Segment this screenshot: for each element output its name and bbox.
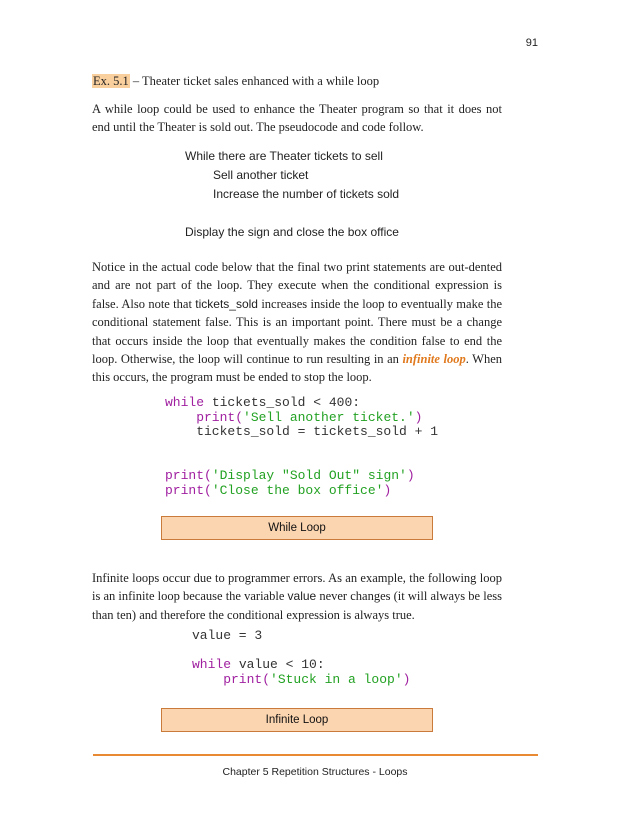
paragraph-text: Notice in the actual code below that the final two print statements are out-dented and are not part of the loop. They execute when the conditional expression is false. Also note that: [92, 260, 502, 311]
example-title: – Theater ticket sales enhanced with a while loop: [129, 74, 380, 88]
code-string: 'Display "Sold Out" sign': [211, 467, 407, 483]
code-string: 'Close the box office': [211, 482, 384, 498]
code-text: value < 10:: [231, 657, 325, 673]
infinite-loop-caption: Infinite Loop: [161, 708, 433, 732]
while-loop-caption: While Loop: [161, 516, 433, 540]
example-label: Ex. 5.1: [93, 74, 129, 88]
infinite-loop-term: infinite loop: [402, 352, 466, 367]
footer-divider: [93, 754, 538, 756]
code-keyword: while: [192, 657, 232, 673]
paragraph-text: increases inside the loop to eventually make the conditional statement false. This is an important point. There must be a change that occurs inside the loop that eventually makes the condition false to end the loop. Otherwise, the loop will continue to run resulting in an: [92, 296, 502, 367]
infinite-paragraph: [92, 569, 502, 624]
code-function: ): [402, 671, 411, 687]
footer-chapter-title: Chapter 5 Repetition Structures - Loops: [222, 766, 408, 778]
pseudocode-line: While there are Theater tickets to sell: [185, 149, 383, 163]
paragraph-text: . When this occurs, the program must be ended to stop the loop.: [92, 352, 503, 385]
code-function: print(: [192, 671, 271, 687]
code-function: print(: [165, 467, 212, 483]
code-function: ): [406, 467, 415, 483]
notice-paragraph: [92, 258, 502, 387]
inline-code-term: value: [287, 589, 317, 604]
paragraph-text: Infinite loops occur due to programmer errors. As an example, the following loop is an infinite loop because the variable: [92, 571, 502, 604]
code-string: 'Sell another ticket.': [243, 409, 415, 425]
infinite-loop-code: [192, 629, 410, 687]
code-keyword: while: [165, 395, 205, 410]
paragraph-text: never changes (it will always be less than ten) and therefore the conditional expression is always true.: [92, 589, 502, 622]
page-number: 91: [525, 37, 538, 49]
while-loop-code: [165, 396, 438, 498]
code-text: tickets_sold < 400:: [204, 395, 361, 410]
code-function: print(: [165, 482, 212, 498]
pseudocode-line: Increase the number of tickets sold: [213, 187, 400, 201]
code-text: value = 3: [192, 628, 263, 643]
pseudocode-line: Display the sign and close the box office: [185, 225, 399, 239]
code-text: tickets_sold = tickets_sold + 1: [165, 424, 439, 440]
pseudocode-block: [185, 147, 399, 242]
code-function: print(: [165, 409, 244, 425]
pseudocode-line: Sell another ticket: [213, 168, 309, 182]
example-heading: [92, 74, 379, 89]
code-string: 'Stuck in a loop': [270, 671, 403, 687]
intro-paragraph: A while loop could be used to enhance the Theater program so that it does not end until the Theater is sold out. The pseudocode and code follow.: [92, 102, 502, 135]
code-function: ): [414, 409, 423, 425]
code-function: ): [383, 482, 392, 498]
inline-code-term: tickets_sold: [195, 296, 258, 311]
